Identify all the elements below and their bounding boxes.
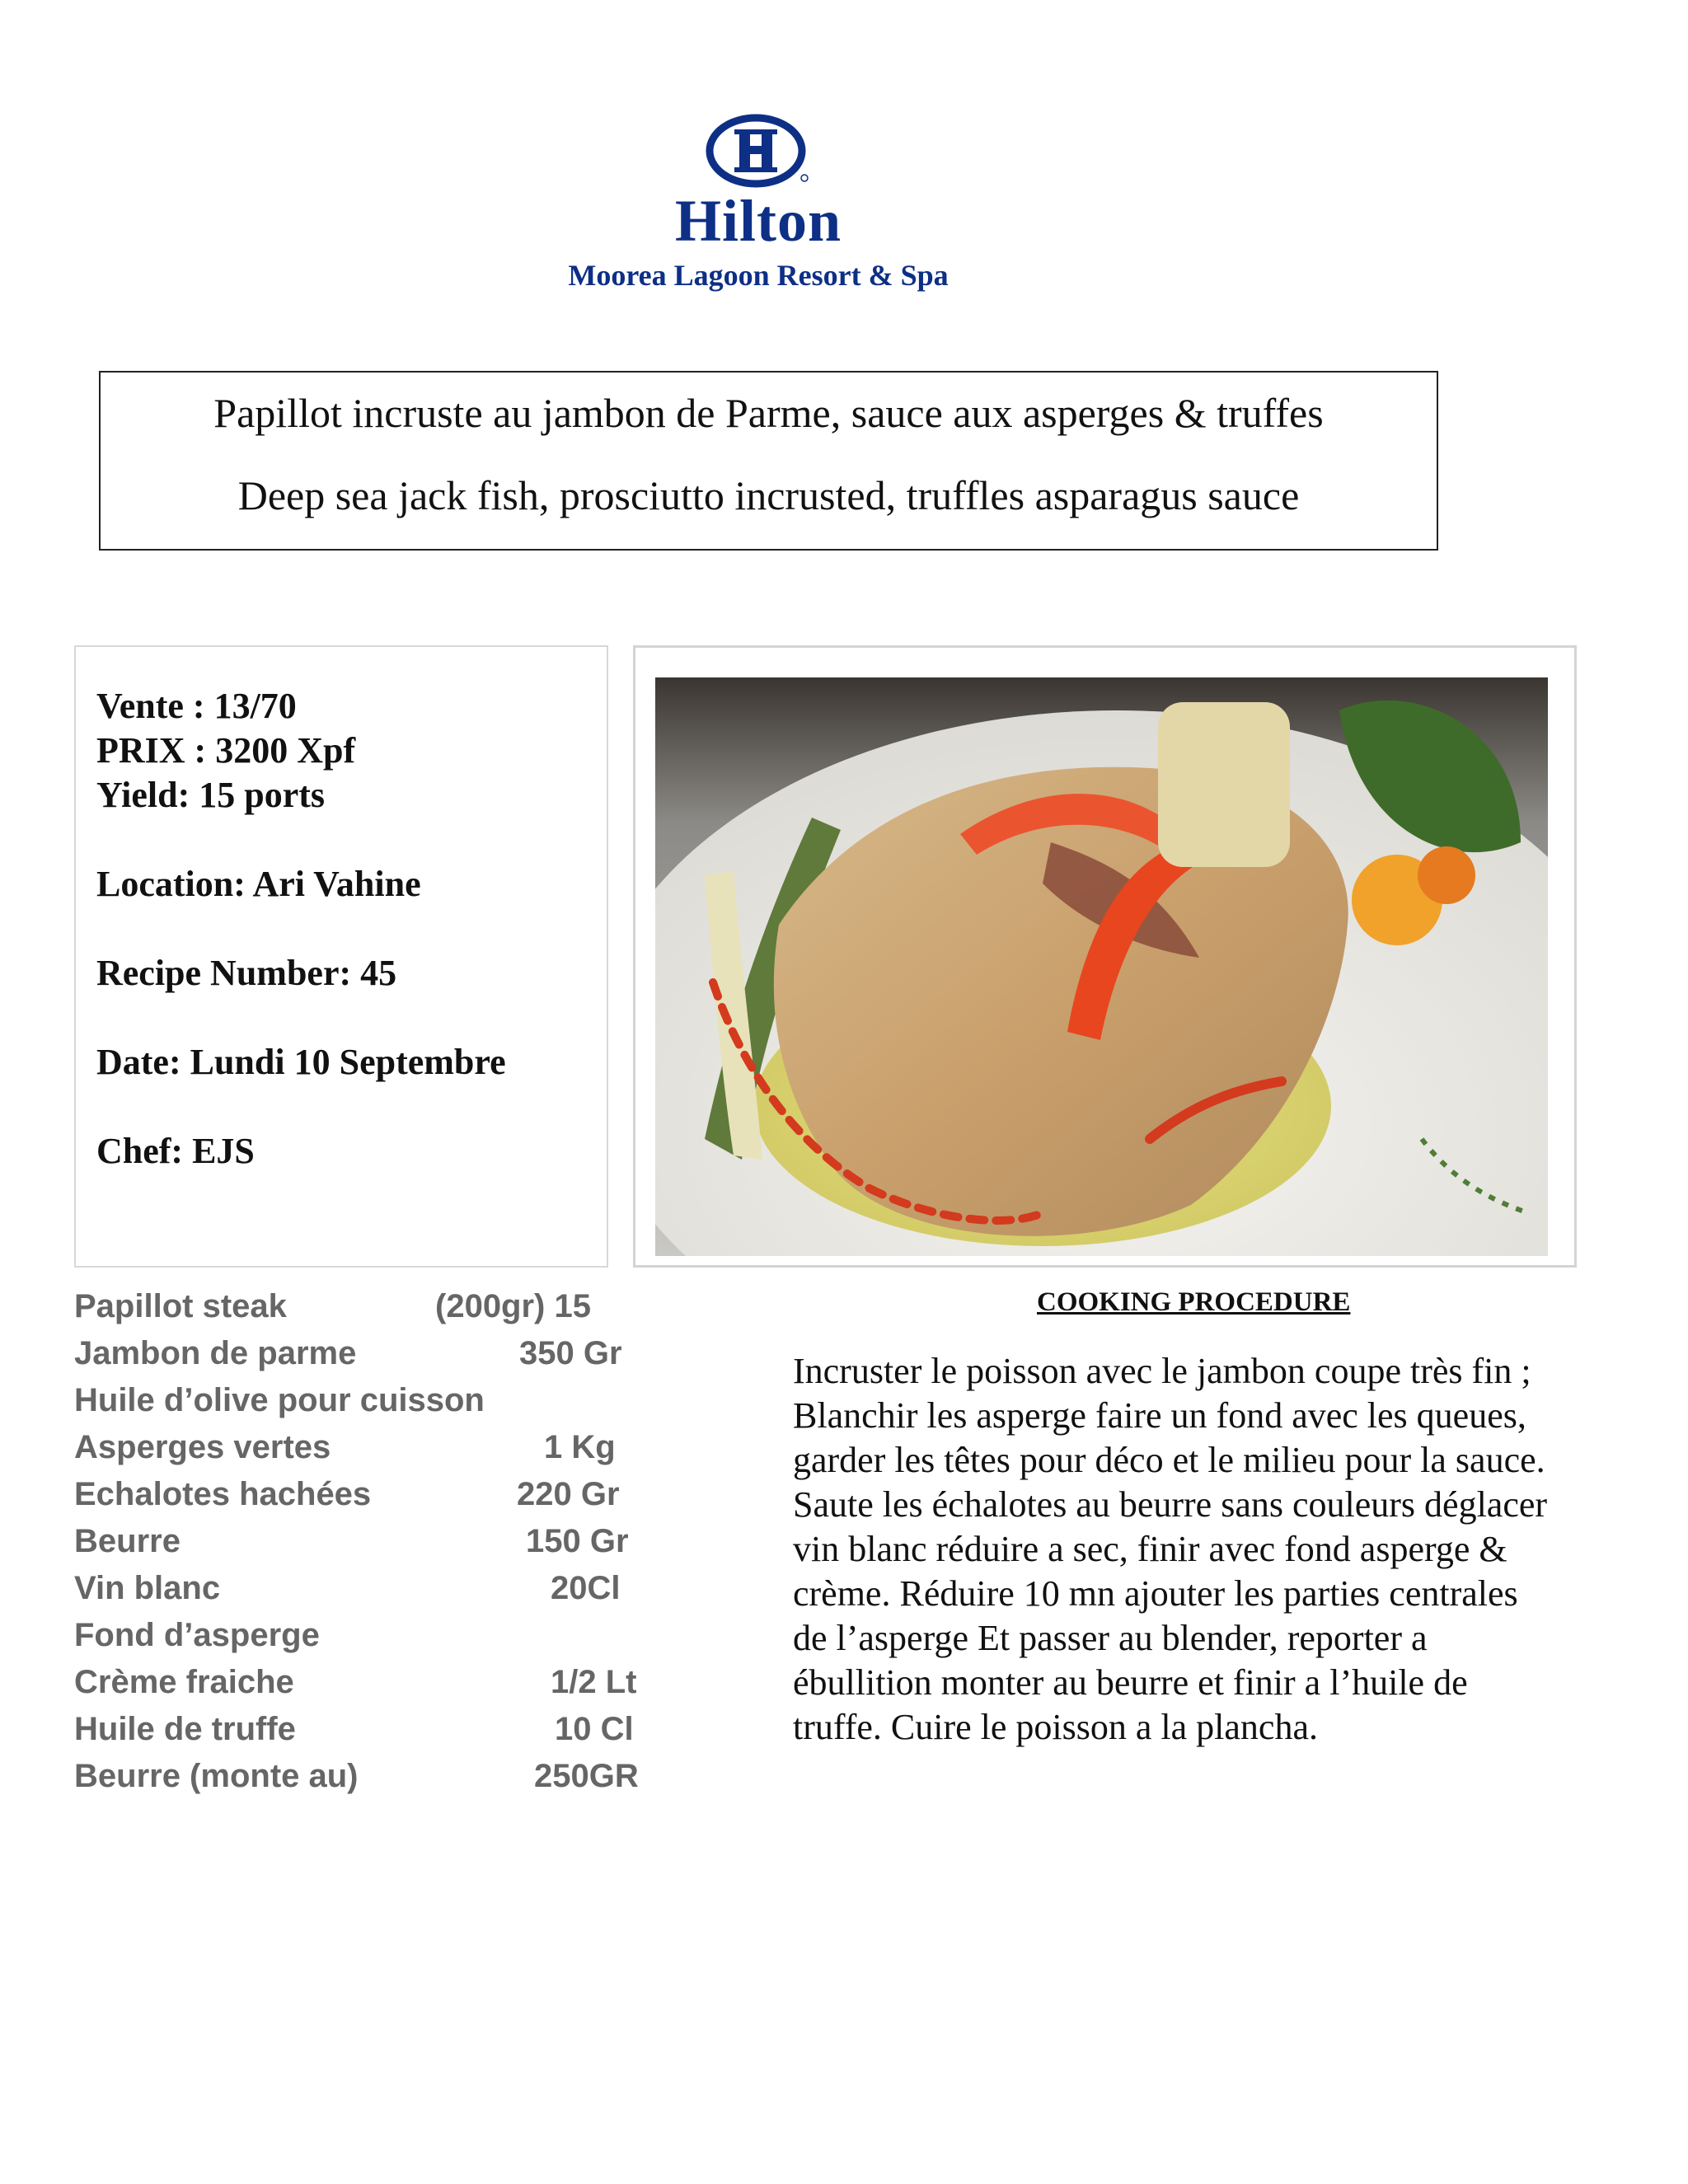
ingredient-name: Papillot steak: [74, 1288, 287, 1324]
ingredient-row: [74, 1570, 684, 1617]
procedure-line: Saute les échalotes au beurre sans couleurs déglacer: [793, 1484, 1548, 1525]
recipe-number-line: Recipe Number: 45: [96, 953, 397, 993]
ingredient-name: Vin blanc: [74, 1570, 221, 1606]
ingredient-quantity: 220 Gr: [517, 1476, 620, 1512]
procedure-line: de l’asperge Et passer au blender, reporter a: [793, 1618, 1428, 1658]
ingredient-name: Asperges vertes: [74, 1429, 331, 1465]
ingredient-name: Crème fraiche: [74, 1664, 294, 1700]
ingredient-name: Echalotes hachées: [74, 1476, 372, 1512]
dish-title-french: Papillot incruste au jambon de Parme, sauce aux asperges & truffes: [213, 390, 1324, 436]
procedure-line: ébullition monter au beurre et finir a l’huile de: [793, 1662, 1468, 1703]
ingredient-quantity: 1/2 Lt: [551, 1664, 637, 1700]
ingredient-quantity: 1 Kg: [544, 1429, 616, 1465]
location-line: Location: Ari Vahine: [96, 864, 421, 904]
ingredient-row: [74, 1523, 684, 1570]
ingredient-row: [74, 1711, 684, 1758]
procedure-line: Incruster le poisson avec le jambon coupe très fin ;: [793, 1351, 1531, 1391]
cooking-procedure-text: [793, 1349, 1605, 1750]
price-line: PRIX : 3200 Xpf: [96, 730, 356, 771]
vente-line: Vente : 13/70: [96, 686, 297, 726]
dish-title-english: Deep sea jack fish, prosciutto incrusted, truffles asparagus sauce: [237, 472, 1300, 518]
hilton-h-logo-icon: [705, 111, 812, 190]
ingredient-name: Beurre: [74, 1523, 181, 1559]
plated-fish-dish-photo: [655, 677, 1548, 1256]
ingredient-row: [74, 1758, 684, 1805]
ingredient-row: [74, 1617, 684, 1664]
procedure-line: garder les têtes pour déco et le milieu pour la sauce.: [793, 1440, 1545, 1480]
ingredient-row: [74, 1335, 684, 1382]
chef-line: Chef: EJS: [96, 1131, 255, 1171]
ingredient-quantity: 10 Cl: [555, 1711, 634, 1747]
brand-name: Hilton: [674, 188, 842, 254]
recipe-info-box: [74, 645, 608, 1268]
procedure-line: truffe. Cuire le poisson a la plancha.: [793, 1707, 1318, 1747]
dish-title-box: [99, 371, 1438, 551]
ingredient-quantity: 350 Gr: [519, 1335, 622, 1371]
ingredient-row: [74, 1288, 684, 1335]
ingredient-name: Beurre (monte au): [74, 1758, 359, 1794]
date-line: Date: Lundi 10 Septembre: [96, 1042, 506, 1082]
ingredient-name: Jambon de parme: [74, 1335, 357, 1371]
dish-photo-frame: [633, 645, 1577, 1268]
procedure-line: crème. Réduire 10 mn ajouter les parties centrales: [793, 1573, 1518, 1614]
cooking-procedure-heading: COOKING PROCEDURE: [1037, 1287, 1351, 1317]
procedure-line: Blanchir les asperge faire un fond avec les queues,: [793, 1395, 1526, 1436]
hilton-logo: [528, 111, 989, 292]
ingredient-name: Fond d’asperge: [74, 1617, 320, 1653]
ingredient-row: [74, 1382, 684, 1429]
brand-subtitle: Moorea Lagoon Resort & Spa: [568, 259, 949, 292]
ingredient-row: [74, 1429, 684, 1476]
ingredient-row: [74, 1664, 684, 1711]
ingredient-quantity: 150 Gr: [526, 1523, 629, 1559]
ingredient-row: [74, 1476, 684, 1523]
ingredient-quantity: (200gr) 15: [435, 1288, 591, 1324]
ingredient-quantity: 20Cl: [551, 1570, 621, 1606]
procedure-line: vin blanc réduire a sec, finir avec fond asperge &: [793, 1529, 1507, 1569]
ingredient-quantity: 250GR: [534, 1758, 639, 1794]
ingredient-name: Huile de truffe: [74, 1711, 296, 1747]
ingredient-name: Huile d’olive pour cuisson: [74, 1382, 485, 1418]
yield-line: Yield: 15 ports: [96, 775, 326, 815]
